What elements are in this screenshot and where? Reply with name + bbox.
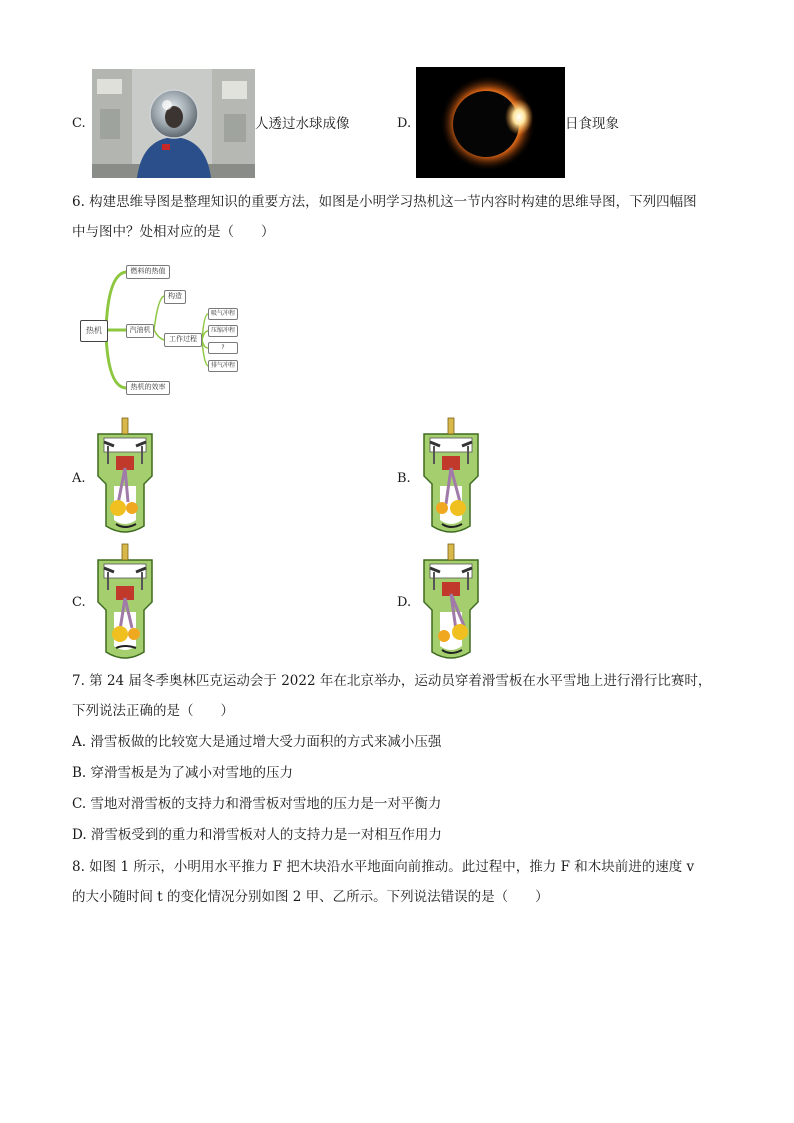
option-d-label: D. [397, 116, 412, 131]
engine-diagram-d [416, 542, 486, 662]
q8-text-line1: 8. 如图 1 所示，小明用水平推力 F 把木块沿水平地面向前推动。此过程中，推力 F 和木块前进的速度 v [72, 859, 695, 875]
mind-map-engine-efficiency: 热机的效率 [126, 381, 170, 395]
mind-map-working-process: 工作过程 [164, 333, 202, 347]
mind-map-intake-stroke: 吸气冲程 [208, 308, 238, 320]
q7-option-b: B. 穿滑雪板是为了减小对雪地的压力 [72, 765, 294, 781]
q6-option-a-label: A. [72, 471, 86, 486]
q7-text-line1: 7. 第 24 届冬季奥林匹克运动会于 2022 年在北京举办，运动员穿着滑雪板在水平雪地上进行滑行比赛时， [72, 673, 712, 689]
mind-map-fuel-heat-value: 燃料的热值 [126, 265, 170, 279]
q6-text-line2: 中与图中？处相对应的是（ ） [72, 224, 275, 240]
heat-engine-mind-map [78, 262, 248, 400]
q8-text-line2: 的大小随时间 t 的变化情况分别如图 2 甲、乙所示。下列说法错误的是（ ） [72, 889, 549, 905]
option-c-caption: 人透过水球成像 [255, 116, 350, 132]
q7-option-c: C. 雪地对滑雪板的支持力和滑雪板对雪地的压力是一对平衡力 [72, 796, 442, 812]
astronaut-water-ball-photo [92, 69, 255, 178]
mind-map-exhaust-stroke: 排气冲程 [208, 360, 238, 372]
engine-diagram-c [90, 542, 160, 662]
mind-map-unknown-stroke: ? [208, 342, 238, 354]
q7-text-line2: 下列说法正确的是（ ） [72, 703, 234, 719]
q6-text-line1: 6. 构建思维导图是整理知识的重要方法，如图是小明学习热机这一节内容时构建的思维导图，下列四幅图 [72, 194, 697, 210]
mind-map-structure: 构造 [164, 290, 186, 304]
mind-map-root: 热机 [80, 320, 108, 342]
engine-diagram-a [90, 416, 160, 536]
mind-map-compression-stroke: 压缩冲程 [208, 325, 238, 337]
q7-option-d: D. 滑雪板受到的重力和滑雪板对人的支持力是一对相互作用力 [72, 827, 442, 843]
option-c-label: C. [72, 116, 86, 131]
q7-option-a: A. 滑雪板做的比较宽大是通过增大受力面积的方式来减小压强 [72, 734, 442, 750]
q6-option-b-label: B. [397, 471, 411, 486]
mind-map-gasoline-engine: 汽油机 [126, 324, 154, 338]
q6-option-c-label: C. [72, 595, 86, 610]
q6-option-d-label: D. [397, 595, 412, 610]
engine-diagram-b [416, 416, 486, 536]
option-d-caption: 日食现象 [565, 116, 619, 132]
solar-eclipse-photo [416, 67, 565, 178]
